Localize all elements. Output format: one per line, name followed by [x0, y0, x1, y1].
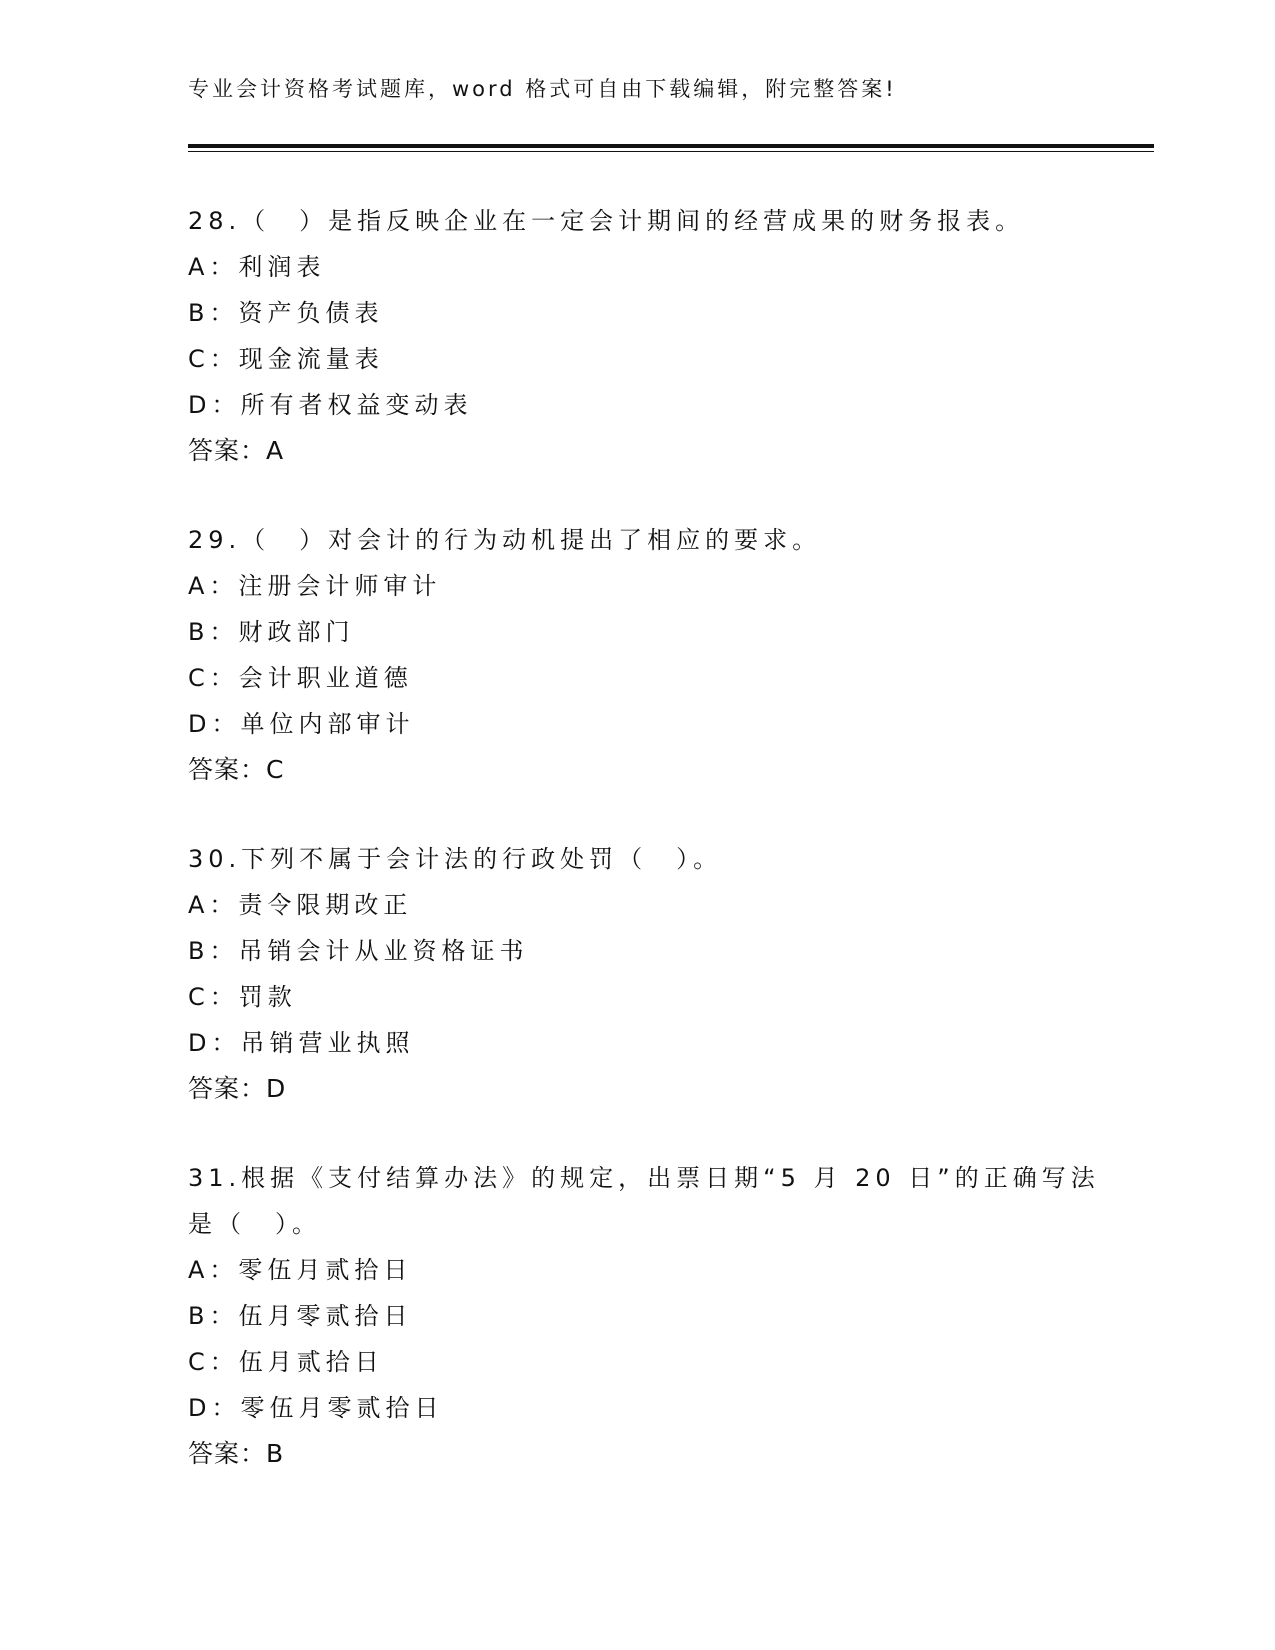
option-b: B：财政部门	[188, 618, 355, 646]
option-b: B：伍月零贰拾日	[188, 1302, 413, 1330]
question-stem: 31.根据《支付结算办法》的规定，出票日期“5 月 20 日”的正确写法	[188, 1164, 1100, 1192]
option-c: C：罚款	[188, 983, 297, 1011]
page-header: 专业会计资格考试题库，word 格式可自由下载编辑，附完整答案!	[188, 77, 897, 101]
option-d: D：所有者权益变动表	[188, 391, 473, 419]
answer: 答案：D	[188, 1074, 287, 1103]
option-a: A：责令限期改正	[188, 891, 413, 919]
question-28	[188, 198, 1088, 474]
question-29	[188, 517, 1088, 793]
option-a: A：注册会计师审计	[188, 572, 442, 600]
header-rule-thin	[188, 151, 1154, 152]
option-b: B：吊销会计从业资格证书	[188, 937, 529, 965]
option-d: D：零伍月零贰拾日	[188, 1394, 444, 1422]
option-a: A：零伍月贰拾日	[188, 1256, 413, 1284]
answer: 答案：A	[188, 436, 285, 465]
answer: 答案：C	[188, 755, 285, 784]
option-d: D：单位内部审计	[188, 710, 415, 738]
question-31	[188, 1155, 1100, 1477]
question-stem: 28.（ ）是指反映企业在一定会计期间的经营成果的财务报表。	[188, 207, 1025, 235]
option-c: C：现金流量表	[188, 345, 384, 373]
question-30	[188, 836, 1088, 1112]
question-stem: 29.（ ）对会计的行为动机提出了相应的要求。	[188, 526, 822, 554]
option-d: D：吊销营业执照	[188, 1029, 415, 1057]
answer: 答案：B	[188, 1439, 285, 1468]
header-rule-thick	[188, 144, 1154, 148]
option-b: B：资产负债表	[188, 299, 384, 327]
question-stem-continued: 是（ ）。	[188, 1210, 321, 1238]
question-stem: 30.下列不属于会计法的行政处罚（ ）。	[188, 845, 723, 873]
option-c: C：伍月贰拾日	[188, 1348, 384, 1376]
option-a: A：利润表	[188, 253, 326, 281]
option-c: C：会计职业道德	[188, 664, 413, 692]
